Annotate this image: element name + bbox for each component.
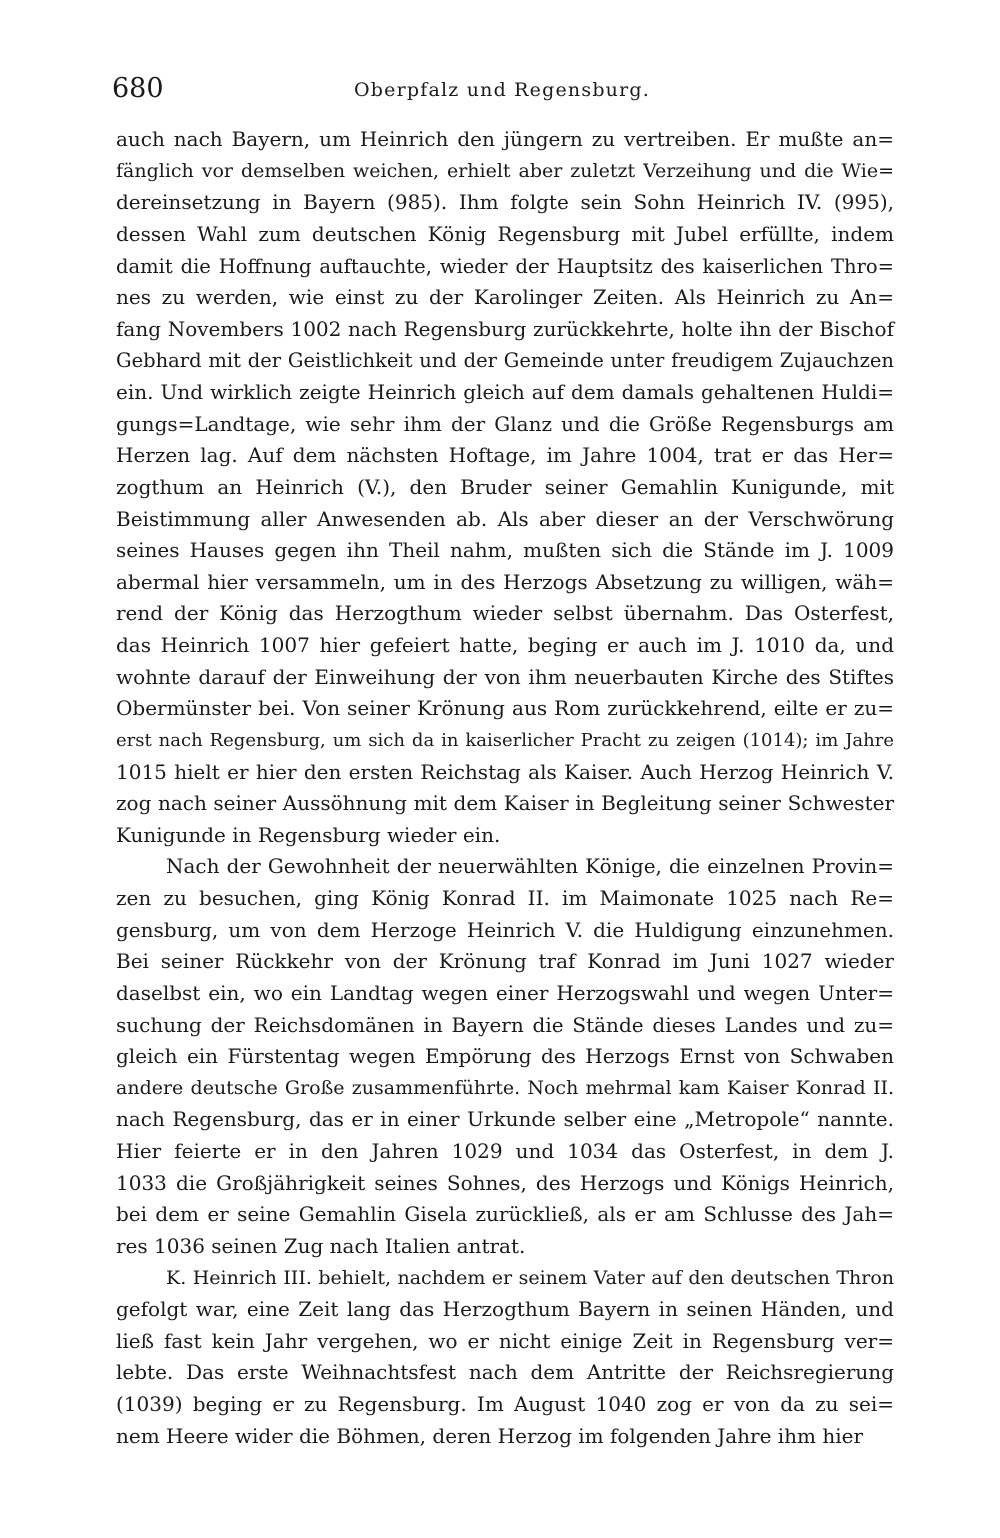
text-line: nach Regensburg, das er in einer Urkunde selber eine „Metropole“ nannte. [116,1107,894,1132]
text-line: K. Heinrich III. behielt, nachdem er seinem Vater auf den deutschen Thron [166,1266,894,1289]
text-line: zogthum an Heinrich (V.), den Bruder seiner Gemahlin Kunigunde, mit [116,474,894,499]
paragraph [116,124,894,851]
text-line: seines Hauses gegen ihn Theil nahm, mußten sich die Stände im J. 1009 [116,538,894,563]
text-line: auch nach Bayern, um Heinrich den jüngern zu vertreiben. Er mußte an= [116,127,894,151]
text-line: Bei seiner Rückkehr von der Krönung traf Konrad im Juni 1027 wieder [116,949,894,974]
text-line: gleich ein Fürstentag wegen Empörung des Herzogs Ernst von Schwaben [116,1044,894,1069]
page-header [112,72,892,112]
text-line: Nach der Gewohnheit der neuerwählten Könige, die einzelnen Provin= [166,854,894,879]
text-line: dereinsetzung in Bayern (985). Ihm folgte sein Sohn Heinrich IV. (995), [116,190,894,215]
text-line: fänglich vor demselben weichen, erhielt aber zuletzt Verzeihung und die Wie= [116,159,894,182]
text-line: Kunigunde in Regensburg wieder ein. [116,822,501,847]
text-line: Herzen lag. Auf dem nächsten Hoftage, im Jahre 1004, trat er das Her= [116,443,894,468]
paragraph [116,851,894,1262]
text-line: suchung der Reichsdomänen in Bayern die Stände dieses Landes und zu= [116,1012,894,1037]
running-head: Oberpfalz und Regensburg. [353,79,651,101]
page-number: 680 [112,73,164,104]
text-line: daselbst ein, wo ein Landtag wegen einer Herzogswahl und wegen Unter= [116,980,894,1005]
text-line: gungs=Landtage, wie sehr ihm der Glanz und die Größe Regensburgs am [116,411,894,436]
text-line: rend der König das Herzogthum wieder selbst übernahm. Das Osterfest, [116,601,894,626]
text-line: dessen Wahl zum deutschen König Regensburg mit Jubel erfüllte, indem [116,221,894,246]
text-line: Obermünster bei. Von seiner Krönung aus Rom zurückkehrend, eilte er zu= [116,696,894,721]
text-line: ein. Und wirklich zeigte Heinrich gleich auf dem damals gehaltenen Huldi= [116,380,894,404]
text-line: zen zu besuchen, ging König Konrad II. im Maimonate 1025 nach Re= [116,886,894,910]
text-line: (1039) beging er zu Regensburg. Im August 1040 zog er von da zu sei= [116,1392,894,1416]
text-line: Beistimmung aller Anwesenden ab. Als aber dieser an der Verschwörung [116,506,894,531]
text-line: gefolgt war, eine Zeit lang das Herzogthum Bayern in seinen Händen, und [116,1297,894,1322]
text-line: zog nach seiner Aussöhnung mit dem Kaiser in Begleitung seiner Schwester [116,791,894,816]
text-line: fang Novembers 1002 nach Regensburg zurückkehrte, holte ihn der Bischof [116,316,894,341]
body-text [116,124,894,1452]
text-line: das Heinrich 1007 hier gefeiert hatte, beging er auch im J. 1010 da, und [116,633,894,657]
text-line: wohnte darauf der Einweihung der von ihm neuerbauten Kirche des Stiftes [116,664,894,689]
text-line: lebte. Das erste Weihnachtsfest nach dem Antritte der Reichsregierung [116,1360,894,1385]
text-line: nem Heere wider die Böhmen, deren Herzog im folgenden Jahre ihm hier [116,1423,864,1448]
text-line: Hier feierte er in den Jahren 1029 und 1034 das Osterfest, in dem J. [116,1139,894,1163]
text-line: andere deutsche Große zusammenführte. Noch mehrmal kam Kaiser Konrad II. [116,1076,894,1099]
text-line: nes zu werden, wie einst zu der Karolinger Zeiten. Als Heinrich zu An= [116,285,894,310]
text-line: res 1036 seinen Zug nach Italien antrat. [116,1233,526,1258]
text-line: damit die Hoffnung auftauchte, wieder der Hauptsitz des kaiserlichen Thro= [116,254,894,278]
paragraph [116,1263,894,1453]
text-line: erst nach Regensburg, um sich da in kaiserlicher Pracht zu zeigen (1014); im Jahre [116,729,894,751]
text-line: abermal hier versammeln, um in des Herzogs Absetzung zu willigen, wäh= [116,569,894,594]
text-line: 1015 hielt er hier den ersten Reichstag als Kaiser. Auch Herzog Heinrich V. [116,759,894,784]
text-line: 1033 die Großjährigkeit seines Sohnes, des Herzogs und Königs Heinrich, [116,1170,894,1195]
text-line: ließ fast kein Jahr vergehen, wo er nicht einige Zeit in Regensburg ver= [116,1328,894,1353]
text-line: gensburg, um von dem Herzoge Heinrich V. die Huldigung einzunehmen. [116,917,894,942]
text-line: Gebhard mit der Geistlichkeit und der Gemeinde unter freudigem Zujauchzen [116,349,894,373]
text-line: bei dem er seine Gemahlin Gisela zurückließ, als er am Schlusse des Jah= [116,1202,894,1227]
